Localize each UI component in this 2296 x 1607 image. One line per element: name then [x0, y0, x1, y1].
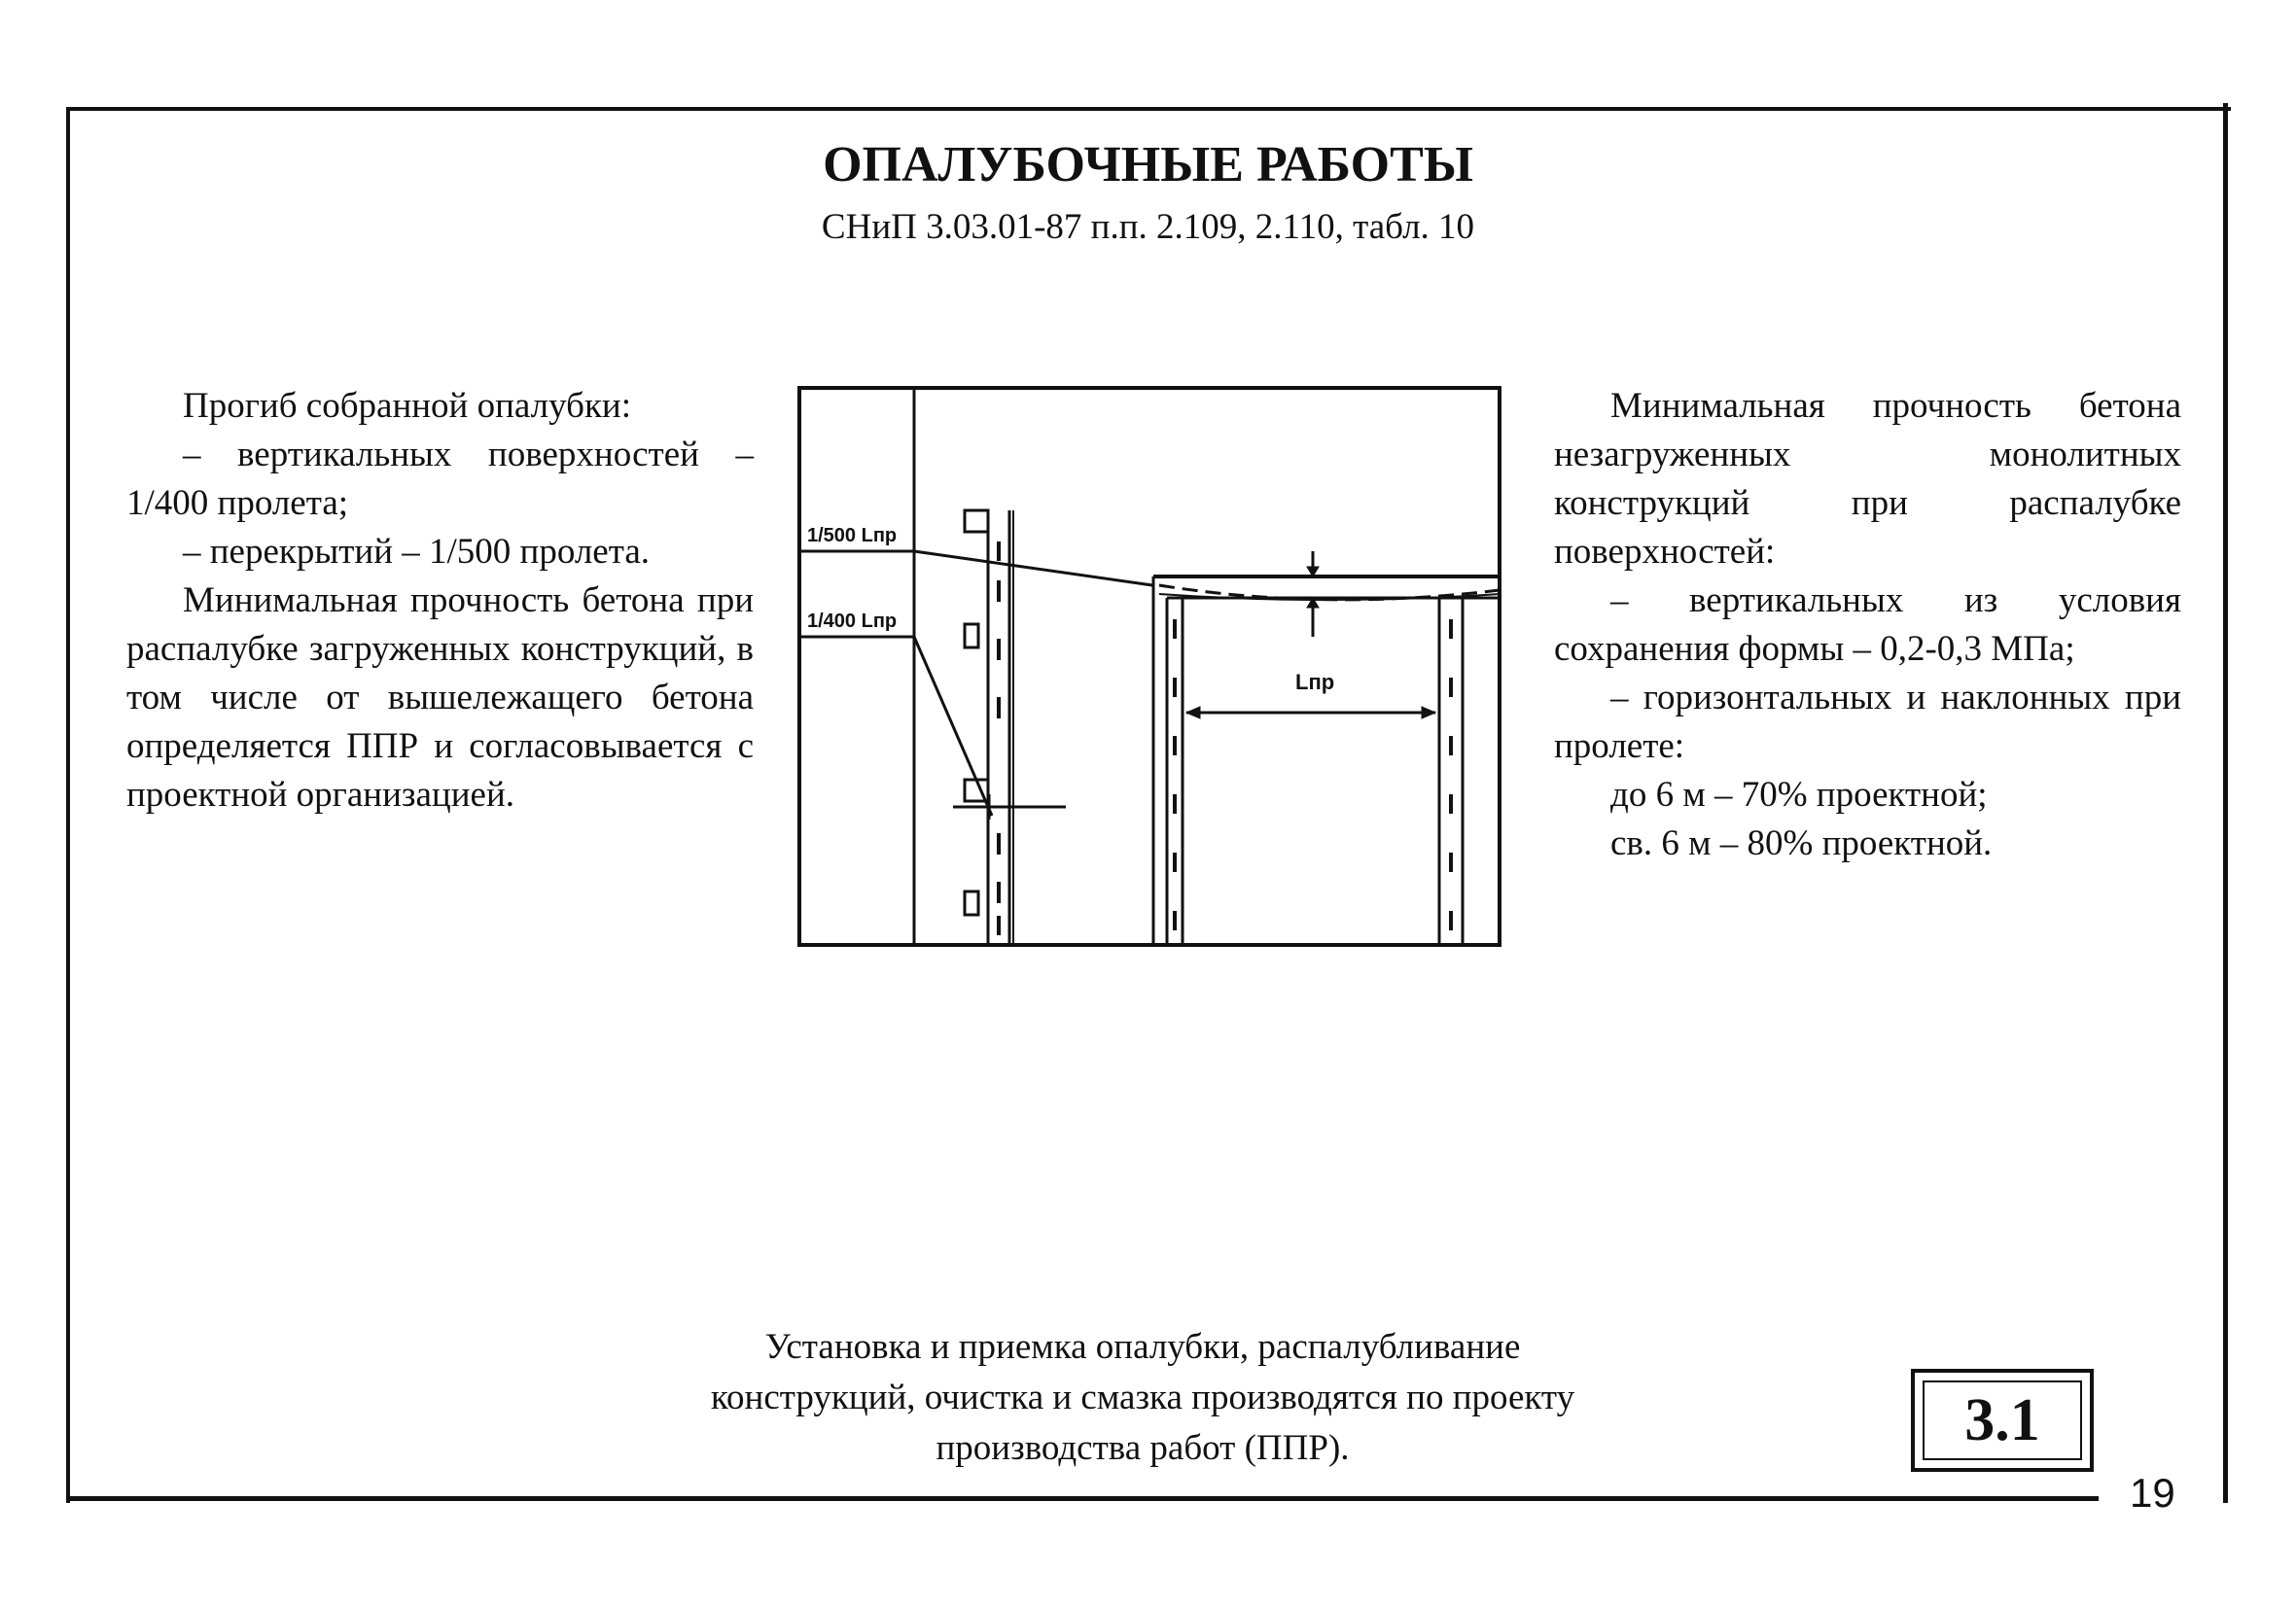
page-title: ОПАЛУБОЧНЫЕ РАБОТЫ: [823, 137, 1473, 192]
deflection-line-1-500: [914, 551, 1152, 585]
slab-deflection-arrow: [1307, 551, 1319, 637]
left-support-post: [1153, 576, 1183, 945]
deflection-line-1-400: [914, 637, 992, 816]
right-text-column: [1554, 382, 2181, 868]
frame-bottom-edge: [66, 1496, 2099, 1501]
page-number: 19: [2130, 1470, 2175, 1516]
label-span: Lпр: [1295, 670, 1335, 694]
left-paragraph: – вертикальных поверхностей – 1/400 пролета;: [126, 435, 754, 523]
right-paragraph: до 6 м – 70% проектной;: [1610, 775, 1988, 815]
right-paragraph: Минимальная прочность бетона незагруженных монолитных конструкций при распалубке поверхностей:: [1554, 386, 2181, 572]
span-dimension: [1186, 707, 1435, 718]
footer-line: производства работ (ППР).: [936, 1428, 1350, 1468]
diagram-frame: [799, 388, 1500, 945]
left-text-column: [126, 382, 754, 820]
slab-formwork: [1153, 576, 1500, 600]
label-1-400: 1/400 Lпр: [807, 611, 898, 632]
page-subtitle: СНиП 3.03.01-87 п.п. 2.109, 2.110, табл. 10: [821, 207, 1475, 247]
right-paragraph: – горизонтальных и наклонных при пролете:: [1554, 678, 2181, 766]
frame-right-edge: [2223, 103, 2228, 1503]
footer-note: [632, 1322, 1653, 1474]
left-paragraph: Минимальная прочность бетона при распалубке загруженных конструкций, в том числе от вышележащего бетона определяется ППР и согласовывается с проектной организацией.: [126, 580, 754, 815]
right-support-post: [1439, 598, 1463, 945]
label-1-500: 1/500 Lпр: [807, 525, 898, 546]
footer-line: конструкций, очистка и смазка производятся по проекту: [710, 1378, 1575, 1417]
footer-line: Установка и приемка опалубки, распалубливание: [764, 1327, 1521, 1367]
formwork-deflection-diagram: [797, 386, 1503, 950]
left-paragraph: Прогиб собранной опалубки:: [183, 386, 632, 426]
section-number: 3.1: [1923, 1380, 2082, 1460]
vertical-formwork: [953, 510, 1066, 945]
right-paragraph: – вертикальных из условия сохранения формы – 0,2-0,3 МПа;: [1554, 580, 2181, 669]
left-paragraph: – перекрытий – 1/500 пролета.: [183, 532, 651, 572]
section-badge: [1911, 1369, 2094, 1472]
right-paragraph: св. 6 м – 80% проектной.: [1610, 823, 1993, 863]
